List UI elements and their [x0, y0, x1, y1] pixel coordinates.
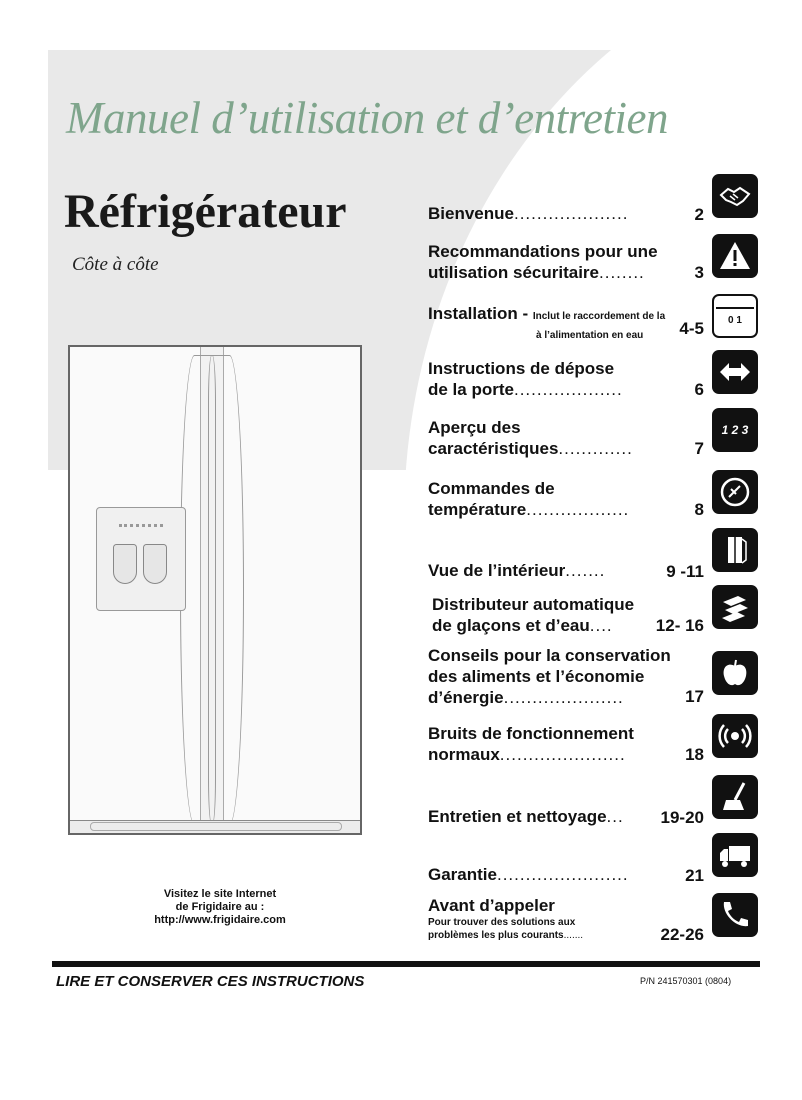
toc-title-line-2: de glaçons et d’eau	[432, 616, 590, 635]
website-line-1: Visitez le site Internet	[163, 888, 277, 900]
right-handle	[208, 355, 244, 825]
toc-dots: .....................	[503, 688, 624, 707]
toc-title-line-2: normaux	[428, 745, 500, 764]
toc-dots: ....	[589, 616, 613, 635]
toc-title-line-1: Commandes de	[428, 479, 555, 498]
toc-page: 19-20	[660, 808, 704, 827]
manual-title: Manuel d’utilisation et d’entretien	[66, 93, 668, 143]
product-title: Réfrigérateur	[64, 185, 347, 238]
product-subtitle: Côte à côte	[72, 254, 159, 275]
base-grille	[90, 822, 342, 831]
toc-title-line-1: Distributeur automatique	[432, 595, 635, 614]
toc-page: 8	[694, 500, 704, 519]
dispenser-lights	[119, 524, 163, 533]
toc-title: Entretien et nettoyage	[428, 807, 607, 826]
toc-title-line-1: Aperçu des	[428, 418, 521, 437]
toc-item-apercu[interactable]	[428, 417, 704, 459]
toc-item-conseils[interactable]	[428, 645, 704, 707]
toc-title-line-3: d’énergie	[428, 688, 504, 707]
toc-item-entretien[interactable]	[428, 806, 704, 828]
truck-icon	[712, 833, 758, 877]
toc-title: Vue de l’intérieur	[428, 561, 566, 580]
toc-dots: .......	[563, 930, 584, 941]
measuring-tape-icon	[712, 294, 758, 338]
dispenser-pad-ice	[113, 544, 137, 584]
toc-item-distributeur[interactable]	[432, 594, 704, 636]
handshake-icon	[712, 174, 758, 218]
toc-item-securite[interactable]	[428, 241, 704, 283]
ice-cubes-icon	[712, 585, 758, 629]
toc-title: Bienvenue	[428, 204, 514, 223]
toc-dots: ..................	[526, 500, 630, 519]
part-number: P/N 241570301 (0804)	[640, 976, 732, 986]
dial-icon	[712, 470, 758, 514]
toc-title: Garantie	[428, 865, 497, 884]
toc-item-bruits[interactable]	[428, 723, 704, 765]
toc-dots: ...................	[513, 380, 623, 399]
dispenser	[96, 507, 186, 611]
tape-digits: 0 1	[716, 307, 754, 326]
toc-page: 4-5	[679, 319, 704, 338]
steps-icon	[712, 408, 758, 452]
website-url[interactable]: http://www.frigidaire.com	[154, 914, 286, 926]
sound-waves-icon	[712, 714, 758, 758]
toc-dots: ......................	[499, 745, 626, 764]
toc-title-line-1: Conseils pour la conservation	[428, 646, 671, 665]
cleaning-brush-icon	[712, 775, 758, 819]
website-line-2: de Frigidaire au :	[175, 901, 265, 913]
footer-instructions: LIRE ET CONSERVER CES INSTRUCTIONS	[56, 973, 365, 990]
toc-page: 18	[685, 745, 704, 764]
toc-item-temperature[interactable]	[428, 478, 704, 520]
toc-title-line-1: Bruits de fonctionnement	[428, 724, 634, 743]
toc-title-line-2: de la porte	[428, 380, 514, 399]
toc-dots: ........	[599, 263, 645, 282]
toc-title-line-1: Recommandations pour une	[428, 242, 658, 261]
toc-title-line-2: des aliments et l’économie	[428, 667, 645, 686]
website-info	[120, 888, 320, 927]
toc-title-line-2: température	[428, 500, 527, 519]
toc-page: 9 -11	[666, 562, 704, 581]
toc-dots: ....................	[513, 204, 629, 223]
toc-page: 17	[685, 687, 704, 706]
toc-small-2: problèmes les plus courants	[428, 930, 564, 941]
toc-note-2: à l’alimentation en eau	[536, 330, 644, 341]
toc-page: 21	[685, 866, 704, 885]
toc-page: 7	[694, 439, 704, 458]
toc-item-porte[interactable]	[428, 358, 704, 400]
double-arrow-icon	[712, 350, 758, 394]
toc-item-installation[interactable]	[428, 303, 704, 339]
toc-dots: ...	[606, 807, 624, 826]
refrigerator-illustration	[68, 345, 362, 835]
toc-item-avant-appeler[interactable]	[428, 895, 704, 945]
toc-page: 6	[694, 380, 704, 399]
toc-page: 3	[694, 263, 704, 282]
toc-page: 22-26	[660, 925, 704, 944]
toc-dots: .......	[565, 561, 606, 580]
warning-icon	[712, 234, 758, 278]
refrigerator-icon	[712, 528, 758, 572]
toc-dots: .............	[558, 439, 633, 458]
steps-digits: 1 2 3	[721, 423, 749, 437]
toc-title: Installation -	[428, 304, 529, 323]
toc-small-1: Pour trouver des solutions aux	[428, 917, 576, 928]
toc-title-line-1: Instructions de dépose	[428, 359, 615, 378]
apple-icon	[712, 651, 758, 695]
toc-item-garantie[interactable]	[428, 864, 704, 886]
dispenser-pad-water	[143, 544, 167, 584]
toc-dots: .......................	[496, 865, 629, 884]
fridge-base	[70, 820, 360, 833]
footer-rule	[52, 961, 760, 967]
toc-item-interieur[interactable]	[428, 560, 704, 582]
toc-title: Avant d’appeler	[428, 896, 555, 915]
toc-item-bienvenue[interactable]	[428, 203, 704, 225]
toc-title-line-2: caractéristiques	[428, 439, 559, 458]
toc-title-line-2: utilisation sécuritaire	[428, 263, 599, 282]
toc-note-1: Inclut le raccordement de la	[532, 311, 666, 322]
toc-page: 2	[694, 205, 704, 224]
toc-page: 12- 16	[655, 616, 704, 635]
telephone-icon	[712, 893, 758, 937]
